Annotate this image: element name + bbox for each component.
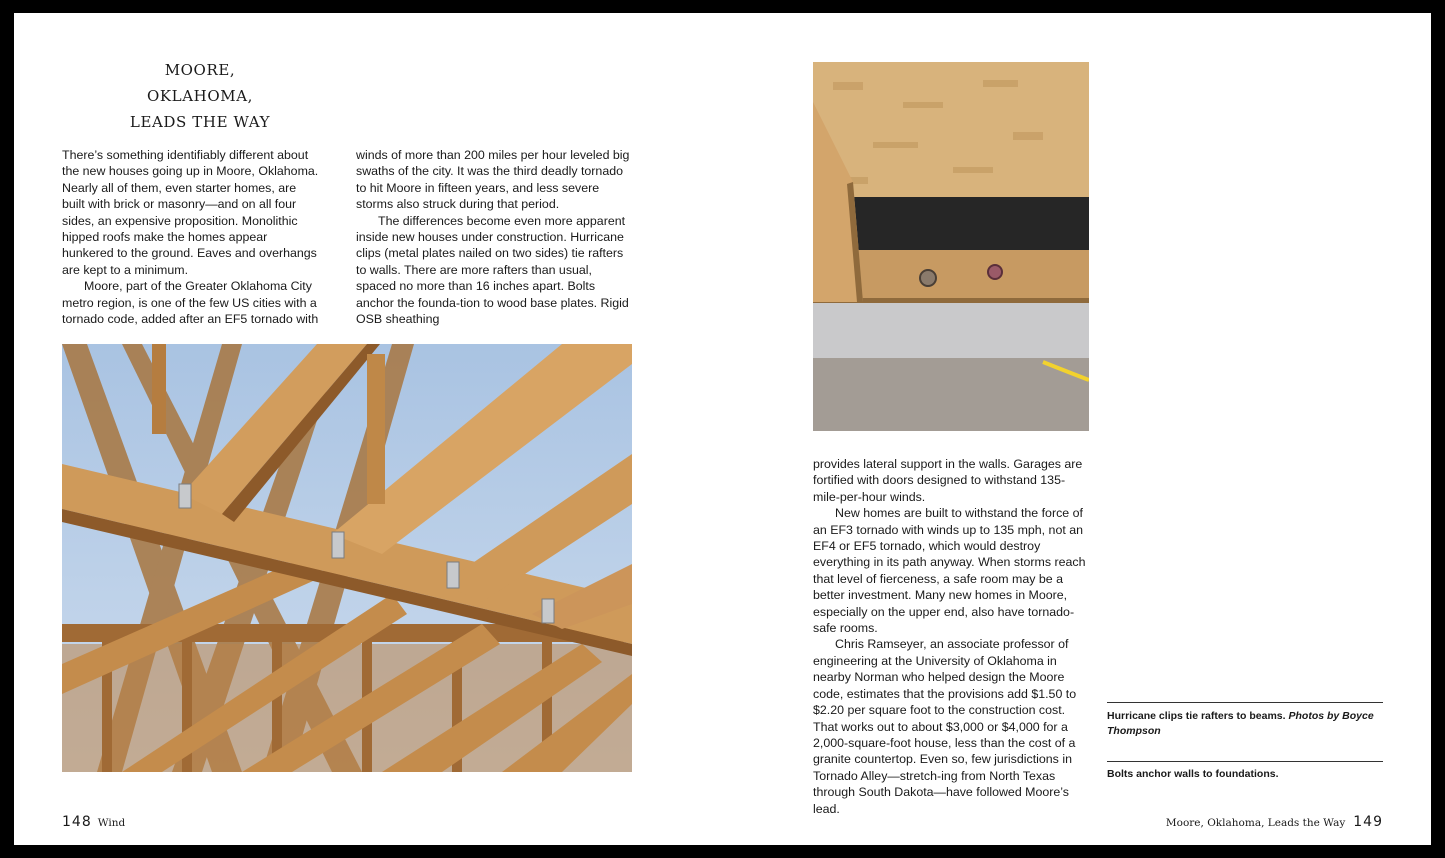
foundation-bolts-photo bbox=[813, 62, 1089, 431]
paragraph: Moore, part of the Greater Oklahoma City metro region, is one of the few US cities with a tornado code, added after an EF5 tornado with bbox=[62, 279, 319, 327]
roof-truss-illustration bbox=[62, 344, 632, 772]
chapter-heading bbox=[114, 57, 286, 135]
caption-bolts bbox=[1107, 767, 1383, 782]
book-spread bbox=[14, 13, 1431, 845]
running-head: Moore, Oklahoma, Leads the Way bbox=[1165, 817, 1346, 829]
text-column-2 bbox=[356, 147, 634, 327]
section-name: Wind bbox=[97, 817, 126, 829]
roof-truss-photo bbox=[62, 344, 632, 772]
paragraph: New homes are built to withstand the force of an EF3 tornado with winds up to 135 mph, not an EF4 or EF5 tornado, which would destroy everything in its path anyway. When storms reach that level of fierceness, a safe room may be a better investment. Many new homes in Moore, especially on the upper end, also have tornado-safe rooms. bbox=[813, 506, 1086, 636]
page-number-right: 149 bbox=[1353, 814, 1383, 830]
right-folio bbox=[1166, 811, 1383, 830]
left-folio bbox=[62, 811, 125, 830]
caption-hurricane-clips bbox=[1107, 709, 1383, 738]
paragraph: provides lateral support in the walls. Garages are fortified with doors designed to withstand 135-mile-per-hour winds. bbox=[813, 457, 1083, 504]
text-column-3 bbox=[813, 456, 1089, 817]
paragraph: The differences become even more apparent inside new houses under construction. Hurricane clips (metal plates nailed on two sides) tie rafters to walls. There are more rafters than usual, spaced no more than 16 inches apart. Bolts anchor the founda-tion to wood base plates. Rigid OSB sheathing bbox=[356, 213, 629, 327]
page-number-left: 148 bbox=[62, 814, 92, 830]
caption-rule bbox=[1107, 761, 1383, 762]
text-column-1 bbox=[62, 147, 320, 327]
paragraph: winds of more than 200 miles per hour leveled big swaths of the city. It was the third deadly tornado to hit Moore in fifteen years, and less severe storms also struck during that period. bbox=[356, 148, 630, 212]
foundation-bolts-illustration bbox=[813, 62, 1089, 431]
caption-text: Bolts anchor walls to foundations. bbox=[1107, 768, 1279, 780]
paragraph: There’s something identifiably different about the new houses going up in Moore, Oklahoma. Nearly all of them, even starter homes, are built with brick or masonry—and on all four sides, an expensive proposition. Monolithic hipped roofs make the homes appear hunkered to the ground. Eaves and overhangs are kept to a minimum. bbox=[62, 148, 319, 277]
heading-line-1: MOORE, OKLAHOMA, bbox=[146, 61, 254, 105]
caption-rule bbox=[1107, 702, 1383, 703]
paragraph: Chris Ramseyer, an associate professor of engineering at the University of Oklahoma in nearby Norman who helped design the Moore code, estimates that the provisions add $1.50 to $2.20 per square foot to the construction cost. That works out to about $3,000 or $4,000 for a 2,000-square-foot house, less than the cost of a granite countertop. Even so, few jurisdictions in Tornado Alley—stretch-ing from North Texas through South Dakota—have followed Moore’s lead. bbox=[813, 637, 1077, 816]
photo-credit: Photos by Boyce Thompson bbox=[1107, 710, 1374, 737]
heading-line-2: LEADS THE WAY bbox=[129, 113, 271, 131]
caption-text: Hurricane clips tie rafters to beams. bbox=[1107, 710, 1286, 722]
